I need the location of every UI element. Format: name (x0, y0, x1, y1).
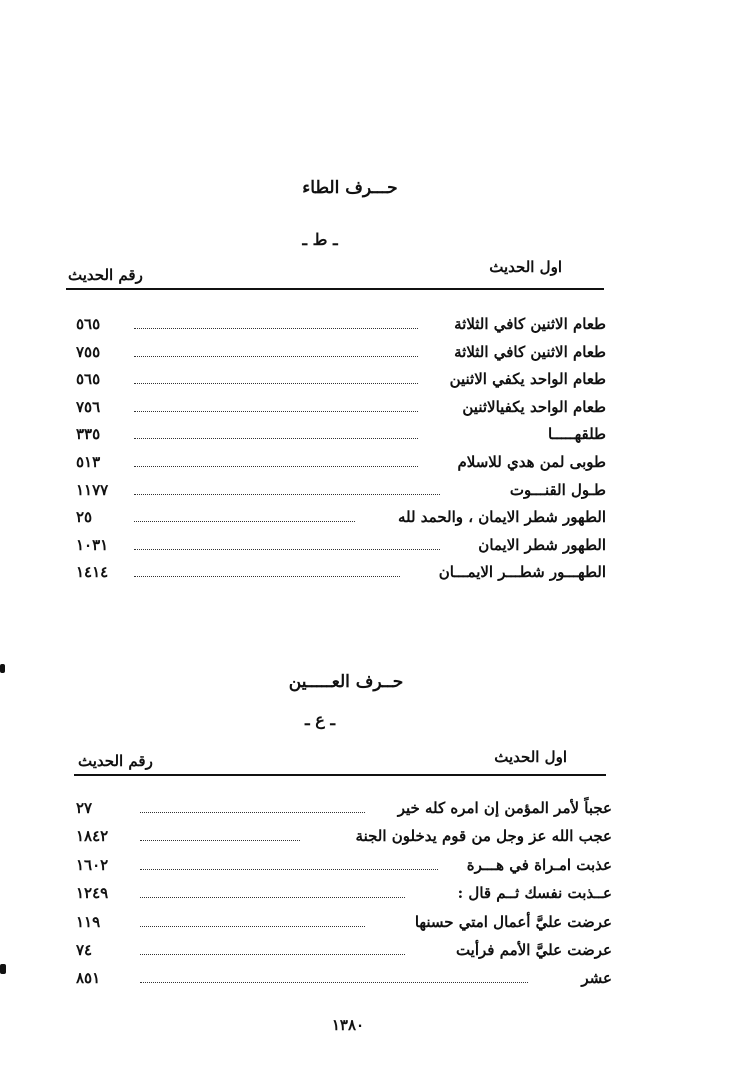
hadith-row (0, 796, 752, 822)
hadith-text: عجباً لأمر المؤمن إن امره كله خير (397, 799, 612, 817)
hadith-text: الطهـــور شطـــر الايمـــان (438, 563, 606, 582)
hadith-row (0, 824, 752, 850)
hadith-number: ٥٦٥ (76, 370, 101, 389)
dot-leader (134, 438, 418, 439)
hadith-row (0, 478, 752, 504)
hadith-row (0, 422, 752, 448)
hadith-text: طعام الواحد يكفي الاثنين (449, 370, 606, 389)
section-letter: ـ ع ـ (304, 710, 336, 729)
hadith-row (0, 312, 752, 338)
scan-speck (0, 964, 6, 974)
dot-leader (140, 869, 438, 870)
hadith-row (0, 938, 752, 964)
hadith-text: عرضت عليَّ أعمال امتي حسنها (414, 912, 612, 931)
hadith-number: ٣٣٥ (76, 425, 101, 444)
section-heading: حـــرف الطاء (302, 178, 398, 198)
hadith-text: عجب الله عز وجل من قوم يدخلون الجنة (355, 827, 612, 846)
hadith-number: ١١٩ (76, 912, 101, 931)
header-rule (74, 774, 606, 776)
hadith-text: طعام الاثنين كافي الثلاثة (454, 342, 606, 361)
hadith-text: الطهور شطر الايمان ، والحمد لله (398, 508, 606, 527)
dot-leader (134, 328, 418, 329)
dot-leader (134, 521, 355, 522)
hadith-number: ١٠٣١ (76, 535, 109, 554)
hadith-number: ١٢٤٩ (76, 884, 109, 903)
hadith-text: عــذبت نفسك ثــم قال : (457, 884, 612, 903)
hadith-row (0, 853, 752, 879)
hadith-number: ٧٥٦ (76, 397, 101, 416)
hadith-number: ٥١٣ (76, 453, 101, 471)
column-header-hadith: اول الحديث (494, 748, 567, 766)
dot-leader (140, 812, 365, 813)
dot-leader (140, 926, 365, 927)
hadith-number: ٧٥٥ (76, 342, 101, 361)
hadith-text: عذبت امـراة في هـــرة (466, 855, 612, 874)
hadith-number: ٢٥ (76, 508, 93, 527)
hadith-row (0, 533, 752, 559)
dot-leader (134, 411, 418, 412)
hadith-text: طوبى لمن هدي للاسلام (457, 453, 606, 471)
hadith-row (0, 367, 752, 393)
hadith-number: ٨٥١ (76, 969, 101, 988)
hadith-number: ١٤١٤ (76, 563, 109, 582)
dot-leader (134, 549, 440, 550)
dot-leader (140, 897, 405, 898)
dot-leader (140, 954, 405, 955)
scan-speck (0, 664, 5, 673)
hadith-text: طلقهـــــا (548, 425, 606, 444)
hadith-row (0, 881, 752, 907)
dot-leader (134, 576, 400, 577)
hadith-number: ١٦٠٢ (76, 855, 109, 874)
hadith-text: طـول القنـــوت (509, 480, 606, 499)
column-header-hadith: اول الحديث (489, 258, 562, 276)
hadith-number: ٥٦٥ (76, 315, 101, 333)
section-heading: حــرف العـــــين (288, 672, 404, 692)
hadith-row (0, 450, 752, 476)
hadith-number: ٢٧ (76, 799, 93, 817)
hadith-row (0, 560, 752, 586)
dot-leader (134, 356, 418, 357)
hadith-text: الطهور شطر الايمان (478, 535, 606, 554)
page-number: ١٣٨٠ (331, 1016, 365, 1034)
dot-leader (140, 840, 300, 841)
hadith-row (0, 340, 752, 366)
hadith-text: طعام الاثنين كافي الثلاثة (454, 315, 606, 333)
dot-leader (134, 494, 440, 495)
hadith-row (0, 910, 752, 936)
hadith-text: عشر (581, 969, 612, 988)
dot-leader (134, 383, 418, 384)
hadith-row (0, 966, 752, 992)
dot-leader (140, 982, 528, 983)
hadith-text: عرضت عليَّ الأمم فرأيت (455, 941, 612, 959)
section-letter: ـ ط ـ (302, 230, 338, 249)
hadith-number: ٧٤ (76, 941, 93, 959)
hadith-number: ١١٧٧ (76, 480, 109, 499)
dot-leader (134, 466, 418, 467)
header-rule (66, 288, 604, 290)
column-header-number: رقم الحديث (68, 266, 143, 284)
hadith-row (0, 395, 752, 421)
hadith-number: ١٨٤٢ (76, 827, 109, 846)
hadith-text: طعام الواحد يكفيالاثنين (462, 397, 606, 416)
hadith-row (0, 505, 752, 531)
column-header-number: رقم الحديث (78, 752, 153, 770)
